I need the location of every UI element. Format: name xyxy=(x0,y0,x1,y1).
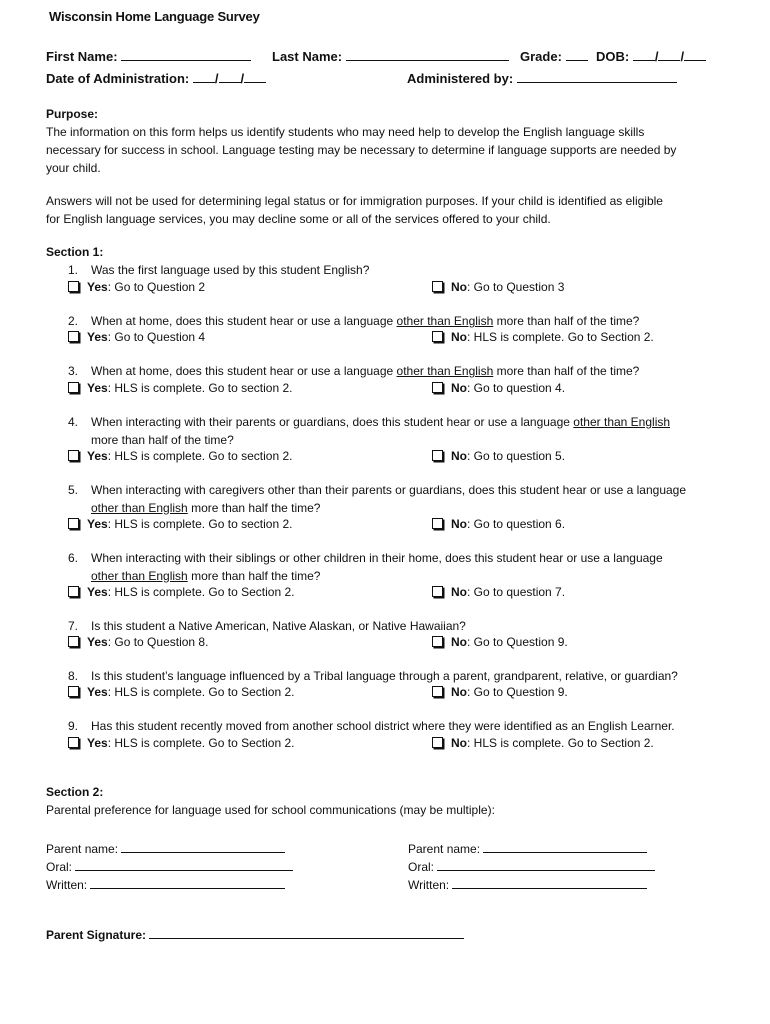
question-text: Is this student a Native American, Native Alaskan, or Native Hawaiian? xyxy=(91,619,466,633)
yes-label: Yes xyxy=(87,280,108,294)
q6-yes-option[interactable] xyxy=(68,585,294,599)
administered-by-group xyxy=(407,70,677,86)
q3-yes-option[interactable] xyxy=(68,381,292,395)
question-1 xyxy=(68,262,728,280)
question-4 xyxy=(68,414,728,449)
q1-no-option[interactable] xyxy=(432,280,564,294)
purpose-line-2: necessary for success in school. Language testing may be necessary to determine if language supports are needed by xyxy=(46,143,677,157)
parent2-name-row xyxy=(408,840,647,856)
no-instruction: : Go to question 4. xyxy=(467,381,566,395)
parent1-oral-row xyxy=(46,858,293,874)
underlined-text: other than English xyxy=(91,568,188,583)
checkbox-icon[interactable] xyxy=(432,737,443,748)
dob-label: DOB: xyxy=(596,49,630,64)
dob-group xyxy=(596,48,706,64)
purpose-heading: Purpose: xyxy=(46,107,99,121)
checkbox-icon[interactable] xyxy=(68,586,79,597)
no-label: No xyxy=(451,736,467,750)
question-text: When interacting with caregivers other than their parents or guardians, does this student hear or use a language xyxy=(91,483,687,497)
purpose-block xyxy=(46,105,726,177)
checkbox-icon[interactable] xyxy=(68,636,79,647)
written-label: Written: xyxy=(46,878,88,892)
question-number: 5. xyxy=(68,483,79,497)
parent-name-label: Parent name: xyxy=(46,842,119,856)
yes-instruction: : HLS is complete. Go to Section 2. xyxy=(107,736,295,750)
q2-yes-option[interactable] xyxy=(68,330,205,344)
question-2 xyxy=(68,313,728,331)
parent1-oral-field[interactable] xyxy=(75,858,293,871)
administered-by-field[interactable] xyxy=(517,70,677,83)
section-2-description: Parental preference for language used for school communications (may be multiple): xyxy=(46,803,495,817)
q4-no-option[interactable] xyxy=(432,449,565,463)
last-name-label: Last Name: xyxy=(272,49,343,64)
question-3 xyxy=(68,363,728,381)
checkbox-icon[interactable] xyxy=(432,331,443,342)
q7-yes-option[interactable] xyxy=(68,635,208,649)
checkbox-icon[interactable] xyxy=(68,737,79,748)
question-number: 1. xyxy=(68,263,79,277)
checkbox-icon[interactable] xyxy=(68,281,79,292)
no-label: No xyxy=(451,449,467,463)
q5-yes-option[interactable] xyxy=(68,517,292,531)
administered-by-label: Administered by: xyxy=(407,71,514,86)
question-text-end: more than half the time? xyxy=(187,500,321,515)
admin-slash-2: / xyxy=(240,71,245,86)
question-8 xyxy=(68,668,728,686)
q7-no-option[interactable] xyxy=(432,635,568,649)
date-admin-group xyxy=(46,70,266,86)
question-text-end: more than half of the time? xyxy=(493,314,640,328)
yes-instruction: : HLS is complete. Go to Section 2. xyxy=(107,685,295,699)
last-name-group xyxy=(272,48,509,64)
grade-field[interactable] xyxy=(566,48,588,61)
yes-instruction: : HLS is complete. Go to section 2. xyxy=(107,517,293,531)
parent2-oral-row xyxy=(408,858,655,874)
disclaimer-line-2: for English language services, you may decline some or all of the services offered to your child. xyxy=(46,212,551,226)
no-instruction: : Go to Question 9. xyxy=(467,685,568,699)
q3-no-option[interactable] xyxy=(432,381,565,395)
no-label: No xyxy=(451,635,467,649)
question-text: When at home, does this student hear or use a language xyxy=(91,314,397,328)
dob-slash-2: / xyxy=(680,49,685,64)
checkbox-icon[interactable] xyxy=(432,586,443,597)
no-instruction: : HLS is complete. Go to Section 2. xyxy=(467,330,654,344)
parent1-written-row xyxy=(46,876,285,892)
q6-no-option[interactable] xyxy=(432,585,565,599)
parent2-written-row xyxy=(408,876,647,892)
checkbox-icon[interactable] xyxy=(432,686,443,697)
question-text: When at home, does this student hear or use a language xyxy=(91,364,397,378)
question-number: 8. xyxy=(68,669,79,683)
no-instruction: : Go to question 7. xyxy=(467,585,566,599)
no-label: No xyxy=(451,280,467,294)
yes-label: Yes xyxy=(87,685,108,699)
yes-label: Yes xyxy=(87,585,108,599)
section-1-heading: Section 1: xyxy=(46,245,104,259)
yes-label: Yes xyxy=(87,635,108,649)
yes-instruction: : HLS is complete. Go to section 2. xyxy=(107,381,293,395)
question-7 xyxy=(68,618,728,636)
last-name-field[interactable] xyxy=(346,48,509,61)
q5-no-option[interactable] xyxy=(432,517,565,531)
no-instruction: : Go to Question 9. xyxy=(467,635,568,649)
written-label: Written: xyxy=(408,878,450,892)
q9-no-option[interactable] xyxy=(432,736,654,750)
parent1-name-row xyxy=(46,840,285,856)
q4-yes-option[interactable] xyxy=(68,449,292,463)
checkbox-icon[interactable] xyxy=(432,636,443,647)
question-text-end: more than half the time? xyxy=(187,568,321,583)
q2-no-option[interactable] xyxy=(432,330,654,344)
date-admin-label: Date of Administration: xyxy=(46,71,190,86)
parent2-written-field[interactable] xyxy=(452,876,647,889)
signature-row xyxy=(46,926,464,942)
checkbox-icon[interactable] xyxy=(432,518,443,529)
q1-yes-option[interactable] xyxy=(68,280,205,294)
question-number: 9. xyxy=(68,719,79,733)
parent1-name-field[interactable] xyxy=(121,840,285,853)
oral-label: Oral: xyxy=(408,860,435,874)
grade-group xyxy=(520,48,588,64)
no-label: No xyxy=(451,585,467,599)
no-label: No xyxy=(451,330,467,344)
oral-label: Oral: xyxy=(46,860,73,874)
q8-yes-option[interactable] xyxy=(68,685,294,699)
signature-field[interactable] xyxy=(149,926,464,939)
question-text: Has this student recently moved from another school district where they were identified as an English Learner. xyxy=(91,719,675,733)
purpose-line-1: The information on this form helps us identify students who may need help to develop the English language skills xyxy=(46,125,645,139)
checkbox-icon[interactable] xyxy=(432,382,443,393)
form-title: Wisconsin Home Language Survey xyxy=(49,9,260,24)
admin-month-field[interactable] xyxy=(193,70,215,83)
parent2-name-field[interactable] xyxy=(483,840,647,853)
checkbox-icon[interactable] xyxy=(68,686,79,697)
admin-year-field[interactable] xyxy=(244,70,266,83)
question-text: When interacting with their parents or guardians, does this student hear or use a language xyxy=(91,415,574,429)
underlined-text: other than English xyxy=(573,415,671,429)
yes-label: Yes xyxy=(87,517,108,531)
question-number: 6. xyxy=(68,551,79,565)
question-number: 7. xyxy=(68,619,79,633)
question-text: When interacting with their siblings or other children in their home, does this student hear or use a language xyxy=(91,551,663,565)
question-number: 2. xyxy=(68,314,79,328)
admin-slash-1: / xyxy=(214,71,219,86)
question-text: Is this student’s language influenced by a Tribal language through a parent, grandparent, relative, or guardian? xyxy=(91,669,678,683)
grade-label: Grade: xyxy=(520,49,562,64)
checkbox-icon[interactable] xyxy=(68,382,79,393)
question-6 xyxy=(68,550,728,585)
question-number: 4. xyxy=(68,415,79,429)
dob-year-field[interactable] xyxy=(684,48,706,61)
no-instruction: : Go to question 5. xyxy=(467,449,566,463)
no-instruction: : Go to question 6. xyxy=(467,517,566,531)
purpose-line-3: your child. xyxy=(46,161,101,175)
no-label: No xyxy=(451,381,467,395)
no-label: No xyxy=(451,517,467,531)
checkbox-icon[interactable] xyxy=(68,518,79,529)
no-instruction: : Go to Question 3 xyxy=(467,280,565,294)
question-text: Was the first language used by this student English? xyxy=(91,263,370,277)
dob-month-field[interactable] xyxy=(633,48,655,61)
question-text-end: more than half of the time? xyxy=(493,364,640,378)
first-name-label: First Name: xyxy=(46,49,118,64)
underlined-text: other than English xyxy=(396,314,494,328)
parent-name-label: Parent name: xyxy=(408,842,481,856)
admin-day-field[interactable] xyxy=(219,70,241,83)
signature-label: Parent Signature: xyxy=(46,928,147,942)
no-label: No xyxy=(451,685,467,699)
checkbox-icon[interactable] xyxy=(68,450,79,461)
yes-instruction: : Go to Question 8. xyxy=(107,635,209,649)
underlined-text: other than English xyxy=(396,364,494,378)
header-row-1 xyxy=(46,48,251,64)
disclaimer-block xyxy=(46,192,726,228)
disclaimer-line-1: Answers will not be used for determining legal status or for immigration purposes. If your child is identified as eligible xyxy=(46,194,663,208)
first-name-field[interactable] xyxy=(121,48,251,61)
yes-label: Yes xyxy=(87,449,108,463)
question-text-line-2: more than half of the time? xyxy=(91,432,234,447)
yes-instruction: : Go to Question 2 xyxy=(107,280,206,294)
dob-day-field[interactable] xyxy=(658,48,680,61)
yes-instruction: : HLS is complete. Go to Section 2. xyxy=(107,585,295,599)
yes-instruction: : Go to Question 4 xyxy=(107,330,206,344)
question-number: 3. xyxy=(68,364,79,378)
checkbox-icon[interactable] xyxy=(68,331,79,342)
section-2-heading: Section 2: xyxy=(46,785,104,799)
yes-label: Yes xyxy=(87,736,108,750)
question-9 xyxy=(68,718,728,736)
checkbox-icon[interactable] xyxy=(432,450,443,461)
parent2-oral-field[interactable] xyxy=(437,858,655,871)
yes-instruction: : HLS is complete. Go to section 2. xyxy=(107,449,293,463)
checkbox-icon[interactable] xyxy=(432,281,443,292)
question-5 xyxy=(68,482,728,517)
yes-label: Yes xyxy=(87,330,108,344)
parent1-written-field[interactable] xyxy=(90,876,285,889)
no-instruction: : HLS is complete. Go to Section 2. xyxy=(467,736,654,750)
q8-no-option[interactable] xyxy=(432,685,568,699)
dob-slash-1: / xyxy=(654,49,659,64)
yes-label: Yes xyxy=(87,381,108,395)
q9-yes-option[interactable] xyxy=(68,736,294,750)
underlined-text: other than English xyxy=(91,500,188,515)
